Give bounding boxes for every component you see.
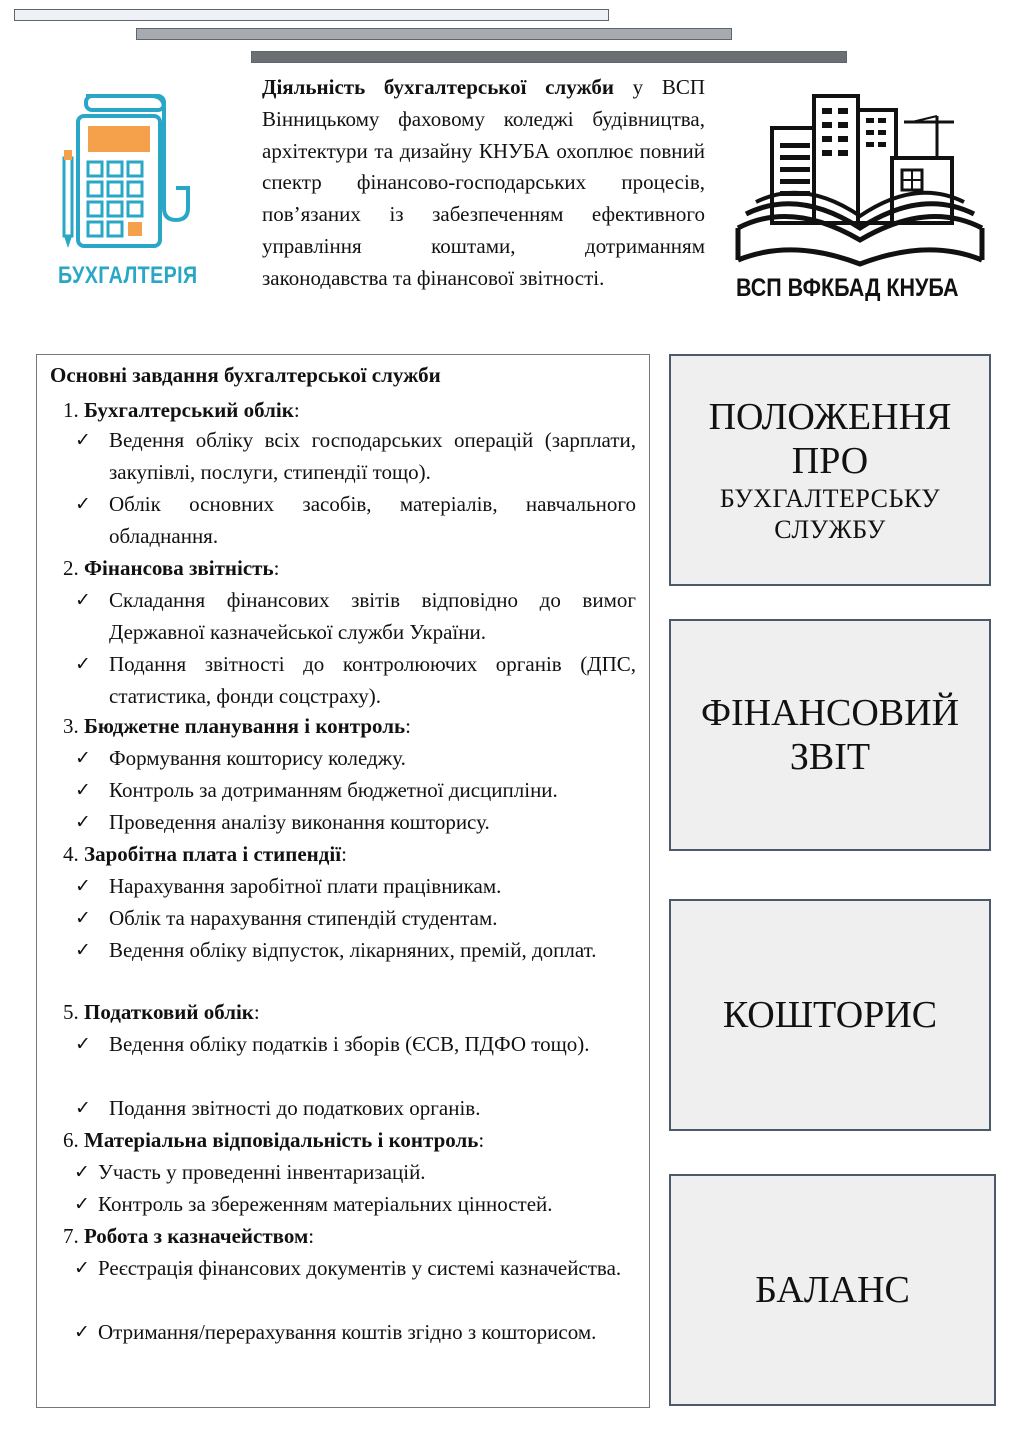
list-item: ✓ Облік та нарахування стипендій студентам.: [109, 903, 636, 935]
section-heading: 5. Податковий облік:: [63, 1000, 260, 1024]
list-item: ✓ Контроль за дотриманням бюджетної дисципліни.: [109, 775, 636, 807]
tasks-box: [36, 354, 650, 1408]
regulation-document-box[interactable]: [669, 354, 991, 586]
tasks-title: Основні завдання бухгалтерської служби: [50, 363, 441, 387]
check-icon: ✓: [75, 1033, 91, 1055]
decorative-bar-bottom: [251, 51, 847, 63]
section-heading: 6. Матеріальна відповідальність і контроль:: [63, 1128, 485, 1152]
list-item: ✓ Ведення обліку відпусток, лікарняних, премій, доплат.: [109, 935, 636, 967]
intro-paragraph: [262, 72, 705, 295]
doc-title-line: ФІНАНСОВИЙ: [700, 692, 960, 734]
financial-report-box[interactable]: [669, 619, 991, 851]
doc-title-line: ПРО: [791, 440, 869, 482]
check-icon: ✓: [74, 1321, 90, 1343]
list-item: ✓ Формування кошторису коледжу.: [109, 743, 636, 775]
accounting-logo-caption: БУХГАЛТЕРІЯ: [58, 262, 198, 289]
check-icon: ✓: [75, 939, 91, 961]
check-icon: ✓: [75, 589, 91, 611]
balance-box[interactable]: [669, 1174, 996, 1406]
buildings-book-icon: [732, 88, 990, 268]
check-icon: ✓: [75, 747, 91, 769]
check-icon: ✓: [74, 1161, 90, 1183]
doc-title-line: ПОЛОЖЕННЯ: [708, 396, 952, 438]
accounting-logo: [56, 88, 206, 303]
decorative-bar-middle: [136, 28, 732, 40]
intro-bold: Діяльність бухгалтерської служби: [262, 75, 614, 99]
section-heading: 1. Бухгалтерський облік:: [63, 398, 300, 422]
check-icon: ✓: [75, 779, 91, 801]
list-item: ✓ Контроль за збереженням матеріальних цінностей.: [98, 1189, 636, 1221]
check-icon: ✓: [74, 1193, 90, 1215]
list-item: ✓ Проведення аналізу виконання кошторису.: [109, 807, 636, 839]
list-item: ✓ Ведення обліку податків і зборів (ЄСВ, ПДФО тощо).: [109, 1029, 636, 1061]
list-item: ✓ Отримання/перерахування коштів згідно з кошторисом.: [98, 1317, 636, 1349]
section-heading: 3. Бюджетне планування і контроль:: [63, 714, 411, 738]
check-icon: ✓: [74, 1257, 90, 1279]
check-icon: ✓: [75, 1097, 91, 1119]
list-item: ✓ Складання фінансових звітів відповідно до вимог Державної казначейської служби України.: [109, 585, 636, 649]
section-heading: 4. Заробітна плата і стипендії:: [63, 842, 347, 866]
list-item: ✓ Участь у проведенні інвентаризацій.: [98, 1157, 636, 1189]
doc-title-line: БАЛАНС: [755, 1269, 910, 1311]
list-item: ✓ Подання звітності до контролюючих органів (ДПС, статистика, фонди соцстраху).: [109, 649, 636, 713]
section-heading: 7. Робота з казначейством:: [63, 1224, 315, 1248]
list-item: ✓ Облік основних засобів, матеріалів, навчального обладнання.: [109, 489, 636, 553]
doc-title-line: СЛУЖБУ: [774, 515, 886, 544]
list-item: ✓ Ведення обліку всіх господарських операцій (зарплати, закупівлі, послуги, стипендії тощо).: [109, 425, 636, 489]
check-icon: ✓: [75, 875, 91, 897]
check-icon: ✓: [75, 653, 91, 675]
doc-title-line: ЗВІТ: [789, 736, 871, 778]
check-icon: ✓: [75, 907, 91, 929]
list-item: ✓ Нарахування заробітної плати працівникам.: [109, 871, 636, 903]
decorative-bar-top: [14, 9, 609, 21]
check-icon: ✓: [75, 493, 91, 515]
check-icon: ✓: [75, 429, 91, 451]
college-logo-caption: ВСП ВФКБАД КНУБА: [736, 274, 959, 302]
college-logo: [732, 88, 990, 308]
doc-title-line: КОШТОРИС: [722, 994, 938, 1036]
check-icon: ✓: [75, 811, 91, 833]
intro-text: у ВСП Вінницькому фаховому коледжі будівництва, архітектури та дизайну КНУБА охоплює повний спектр фінансово-господарських процесів, пов’язаних із забезпеченням ефективного управління коштами, дотриманням законодавства та фінансової звітності.: [262, 75, 705, 290]
section-heading: 2. Фінансова звітність:: [63, 556, 280, 580]
list-item: ✓ Реєстрація фінансових документів у системі казначейства.: [98, 1253, 636, 1285]
calculator-icon: [56, 88, 206, 263]
estimate-box[interactable]: [669, 899, 991, 1131]
doc-title-line: БУХГАЛТЕРСЬКУ: [719, 484, 941, 513]
list-item: ✓ Подання звітності до податкових органів.: [109, 1093, 636, 1125]
